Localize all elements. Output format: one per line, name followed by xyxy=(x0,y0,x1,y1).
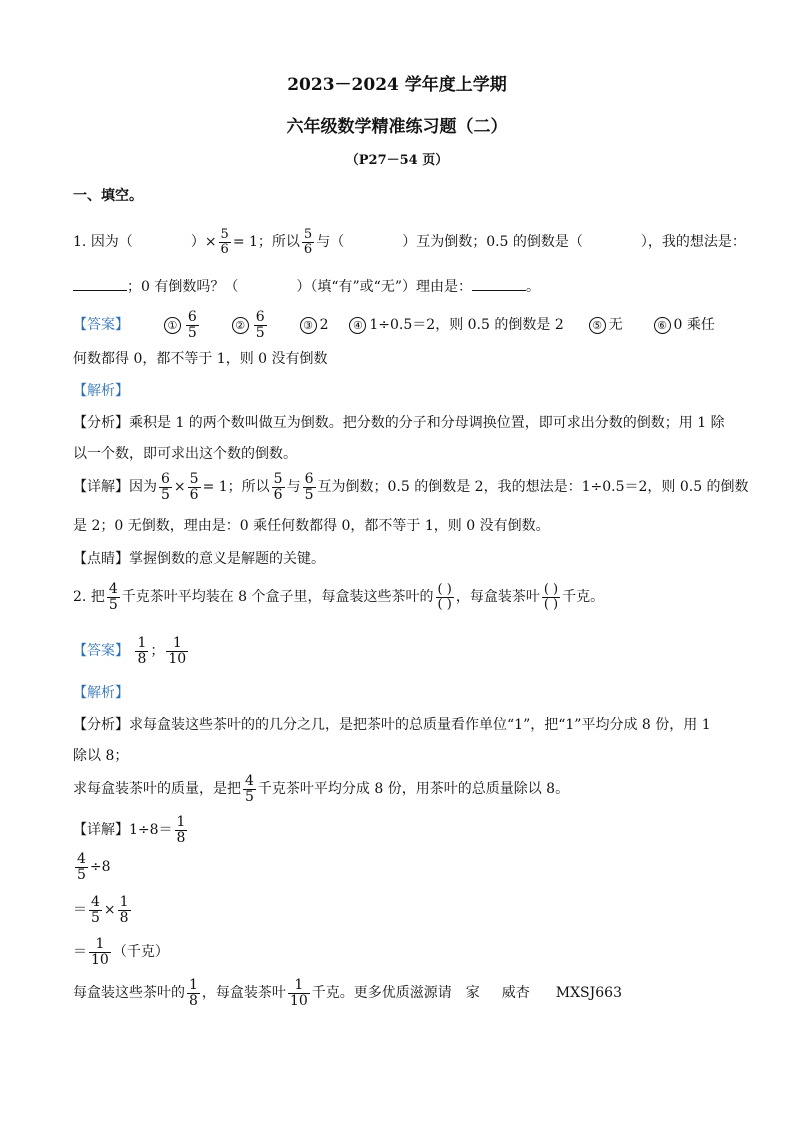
fraction-1-8: $\frac{1}{8}$ xyxy=(119,894,129,926)
fraction-1-8: $\frac{1}{8}$ xyxy=(137,635,147,667)
detail-1-line-2: 是 2；0 无倒数，理由是：0 乘任何数都得 0，都不等于 1，则 0 没有倒数。 xyxy=(73,518,550,534)
answer-2: 【答案】 $\frac{1}{8}$ ； $\frac{1}{10}$ xyxy=(73,635,187,667)
fraction-4-5: $\frac{4}{5}$ xyxy=(77,851,86,883)
answer-blank xyxy=(472,289,526,291)
key-point-1: 【点睛】掌握倒数的意义是解题的关键。 xyxy=(73,551,325,567)
fraction-4-5: $\frac{4}{5}$ xyxy=(245,773,254,805)
fraction-5-6: $\frac{5}{6}$ xyxy=(273,471,283,503)
detail-2-line-3: ＝ $\frac{4}{5}$ × $\frac{1}{8}$ xyxy=(73,894,129,926)
fraction-5-6: $\frac{5}{6}$ xyxy=(220,227,229,257)
question-number: 1. xyxy=(73,234,87,251)
analysis-label: 【解析】 xyxy=(73,685,129,701)
detail-2-line-2: $\frac{4}{5}$ ÷8 xyxy=(77,851,111,883)
analysis-1-line-2: 以一个数，即可求出这个数的倒数。 xyxy=(73,446,297,462)
fraction-1-8: $\frac{1}{8}$ xyxy=(176,814,186,846)
detail-2-conclusion: 每盒装这些茶叶的 $\frac{1}{8}$ ，每盒装茶叶 $\frac{1}{10}$ 千克。更多优质滋源请 家 威杏 MXSJ663 xyxy=(73,977,622,1009)
fraction-6-5: $\frac{6}{5}$ xyxy=(161,471,170,503)
analysis-2-line-1: 【分析】求每盒装这些茶叶的的几分之几，是把茶叶的总质量看作单位“1”，把“1”平均分成 8 份，用 1 xyxy=(73,717,711,733)
fraction-1-10: $\frac{1}{10}$ xyxy=(289,977,308,1009)
answer-1-line-2: 何数都得 0，都不等于 1，则 0 没有倒数 xyxy=(73,351,328,367)
question-2: 2. 把 $\frac{4}{5}$ 千克茶叶平均装在 8 个盒子里，每盒装这些茶叶的 $\frac{( )}{( )}$ ，每盒装茶叶 $\frac{( )}{( )}$ 千克。 xyxy=(73,581,605,613)
title-year: 2023－2024 学年度上学期 xyxy=(287,75,507,95)
fraction-4-5: $\frac{4}{5}$ xyxy=(91,894,100,926)
title-main: 六年级数学精准练习题（二） xyxy=(286,117,508,137)
detail-1-line-1: 【详解】因为 $\frac{6}{5}$ × $\frac{5}{6}$ = 1；所以 $\frac{5}{6}$ 与 $\frac{6}{5}$ 互为倒数；0.5 的倒数是 2，我的想法是：1÷0.5＝2，则 0.5 的倒数 xyxy=(73,471,749,503)
fraction-1-10: $\frac{1}{10}$ xyxy=(168,635,187,667)
analysis-label: 【解析】 xyxy=(73,383,129,399)
fraction-5-6: $\frac{5}{6}$ xyxy=(303,227,313,257)
answer-1-line-1: 【答案】 ① $\frac{6}{5}$ ② $\frac{6}{5}$ ③ 2 ④ 1÷0.5＝2，则 0.5 的倒数是 2 ⑤ 无 ⑥ 0 乘任 xyxy=(73,309,715,341)
analysis-2-line-3: 求每盒装茶叶的质量，是把 $\frac{4}{5}$ 千克茶叶平均分成 8 份，用茶叶的总质量除以 8。 xyxy=(73,773,570,805)
answer-label: 【答案】 xyxy=(73,317,129,334)
fraction-6-5: $\frac{6}{5}$ xyxy=(304,471,314,503)
fraction-1-10: $\frac{1}{10}$ xyxy=(91,936,109,968)
title-pages: （P27－54 页） xyxy=(345,153,449,168)
answer-blank xyxy=(73,289,127,291)
blank-fraction: $\frac{( )}{( )}$ xyxy=(543,582,559,612)
question-1-line-2: ；0 有倒数吗？（ ）（填“有”或“无”）理由是： 。 xyxy=(73,276,540,296)
fraction-5-6: $\frac{5}{6}$ xyxy=(189,471,199,503)
fraction-6-5: $\frac{6}{5}$ xyxy=(187,309,197,341)
fraction-6-5: $\frac{6}{5}$ xyxy=(255,309,265,341)
analysis-2-line-2: 除以 8； xyxy=(73,748,129,764)
question-1-line-1: 1. 因为（ ）× $\frac{5}{6}$ = 1；所以 $\frac{5}{6}$ 与（ ）互为倒数；0.5 的倒数是（ ），我的想法是： xyxy=(73,227,746,257)
detail-2-line-1: 【详解】1÷8＝ $\frac{1}{8}$ xyxy=(73,814,186,846)
analysis-1-line-1: 【分析】乘积是 1 的两个数叫做互为倒数。把分数的分子和分母调换位置，即可求出分数的倒数；用 1 除 xyxy=(73,415,725,431)
detail-2-line-4: ＝ $\frac{1}{10}$ （千克） xyxy=(73,936,169,968)
section-heading: 一、填空。 xyxy=(73,188,143,204)
fraction-4-5: $\frac{4}{5}$ xyxy=(108,581,118,613)
fraction-1-8: $\frac{1}{8}$ xyxy=(189,977,198,1009)
blank-fraction: $\frac{( )}{( )}$ xyxy=(437,582,452,612)
